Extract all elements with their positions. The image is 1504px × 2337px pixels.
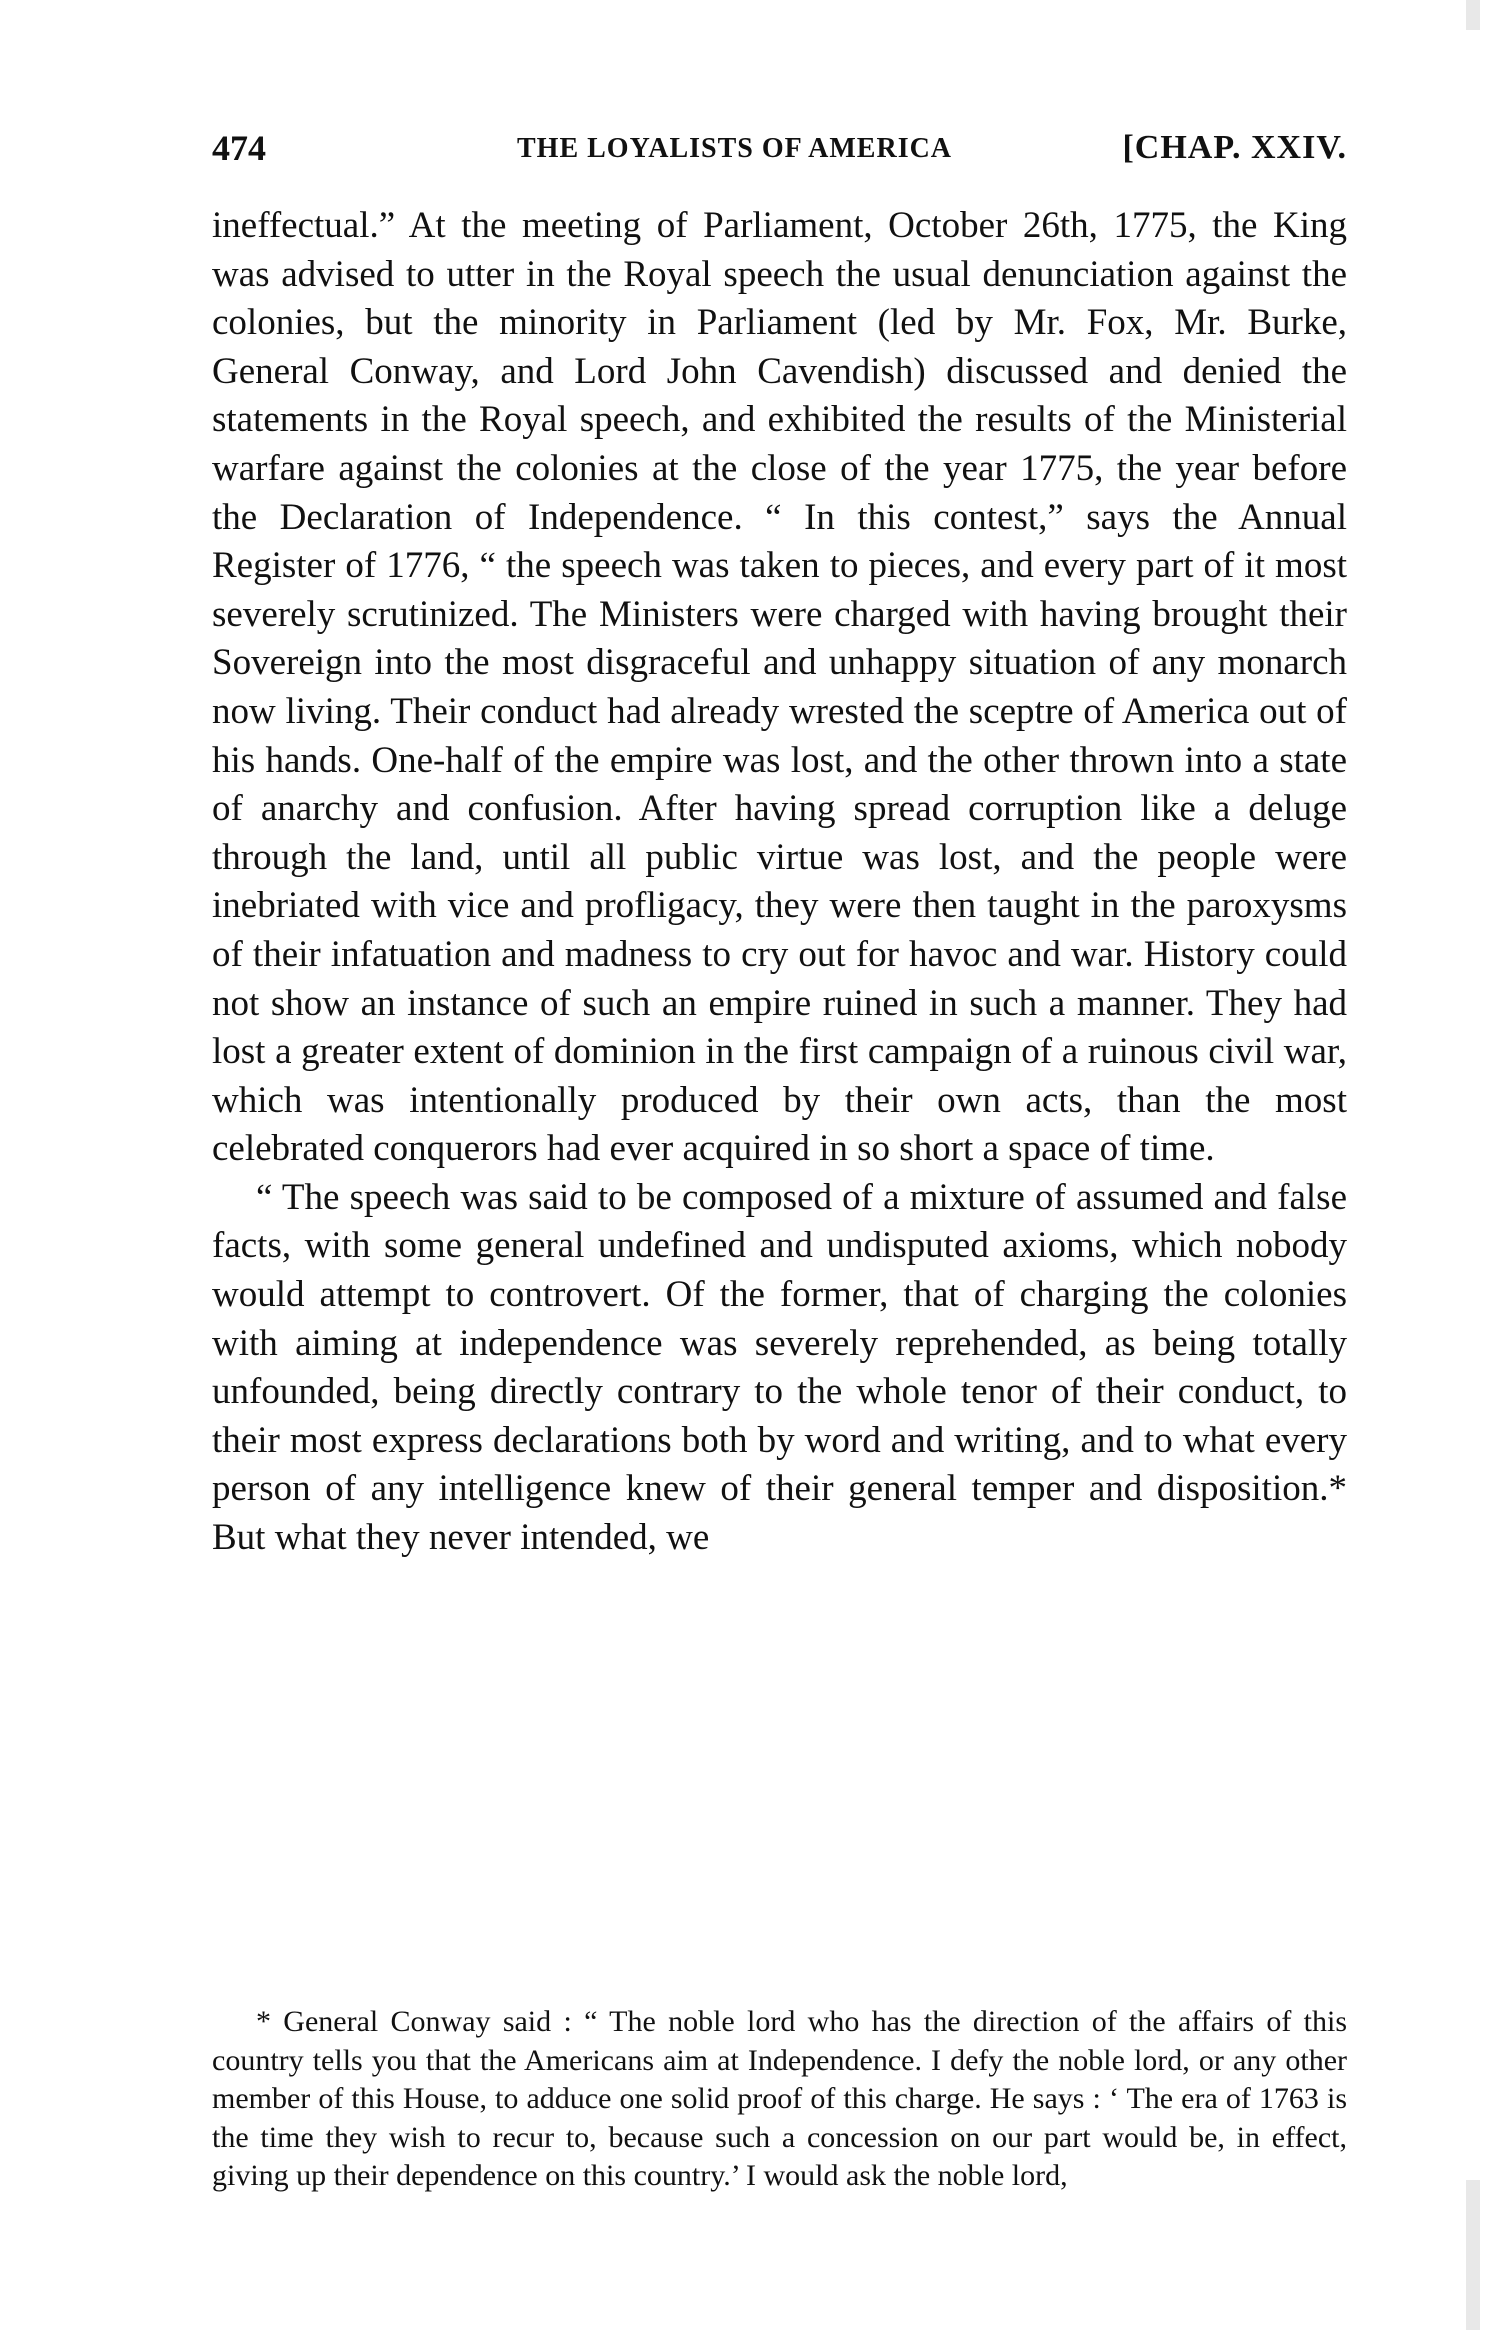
paragraph-1: ineffectual.” At the meeting of Parliament, October 26th, 1775, the King was advised to utter in the Royal speech the usual denunciation against the colonies, but the minority in Parliament (led by Mr. Fox, Mr. Burke, General Conway, and Lord John Cavendish) discussed and denied the statements in the Royal speech, and exhibited the results of the Ministerial warfare against the colonies at the close of the year 1775, the year before the Declaration of Independence. “ In this contest,” says the Annual Register of 1776, “ the speech was taken to pieces, and every part of it most severely scrutinized. The Ministers were charged with having brought their Sovereign into the most disgraceful and unhappy situation of any monarch now living. Their conduct had already wrested the sceptre of America out of his hands. One-half of the empire was lost, and the other thrown into a state of anarchy and confusion. After having spread corruption like a deluge through the land, until all public virtue was lost, and the people were inebriated with vice and profligacy, they were then taught in the paroxysms of their infatuation and madness to cry out for havoc and war. History could not show an instance of such an empire ruined in such a manner. They had lost a greater extent of dominion in the first campaign of a ruinous civil war, which was intentionally produced by their own acts, than the most celebrated conquerors had ever acquired in so short a space of time. <box>212 205 1347 1170</box>
page-number: 474 <box>212 128 266 168</box>
page-header <box>212 118 1347 178</box>
running-title: THE LOYALISTS OF AMERICA <box>517 133 953 164</box>
chapter-label: [CHAP. XXIV. <box>1122 129 1347 166</box>
paragraph-2: “ The speech was said to be composed of a mixture of assumed and false facts, with some general undefined and undisputed axioms, which nobody would attempt to controvert. Of the former, that of charging the colonies with aiming at independence was severely reprehended, as being totally unfounded, being directly contrary to the whole tenor of their conduct, to their most express declarations both by word and writing, and to what every person of any intelligence knew of their general temper and disposition.* But what they never intended, we <box>212 1176 1347 1559</box>
scan-edge-mark-top <box>1466 0 1480 30</box>
main-text <box>212 202 1347 1563</box>
footnote: * General Conway said : “ The noble lord who has the direction of the affairs of this country tells you that the Americans aim at Independence. I defy the noble lord, or any other member of this House, to adduce one solid proof of this charge. He says : ‘ The era of 1763 is the time they wish to recur to, because such a concession on our part would be, in effect, giving up their dependence on this country.’ I would ask the noble lord, <box>212 2005 1347 2192</box>
scan-edge-mark-bottom <box>1466 2180 1480 2330</box>
